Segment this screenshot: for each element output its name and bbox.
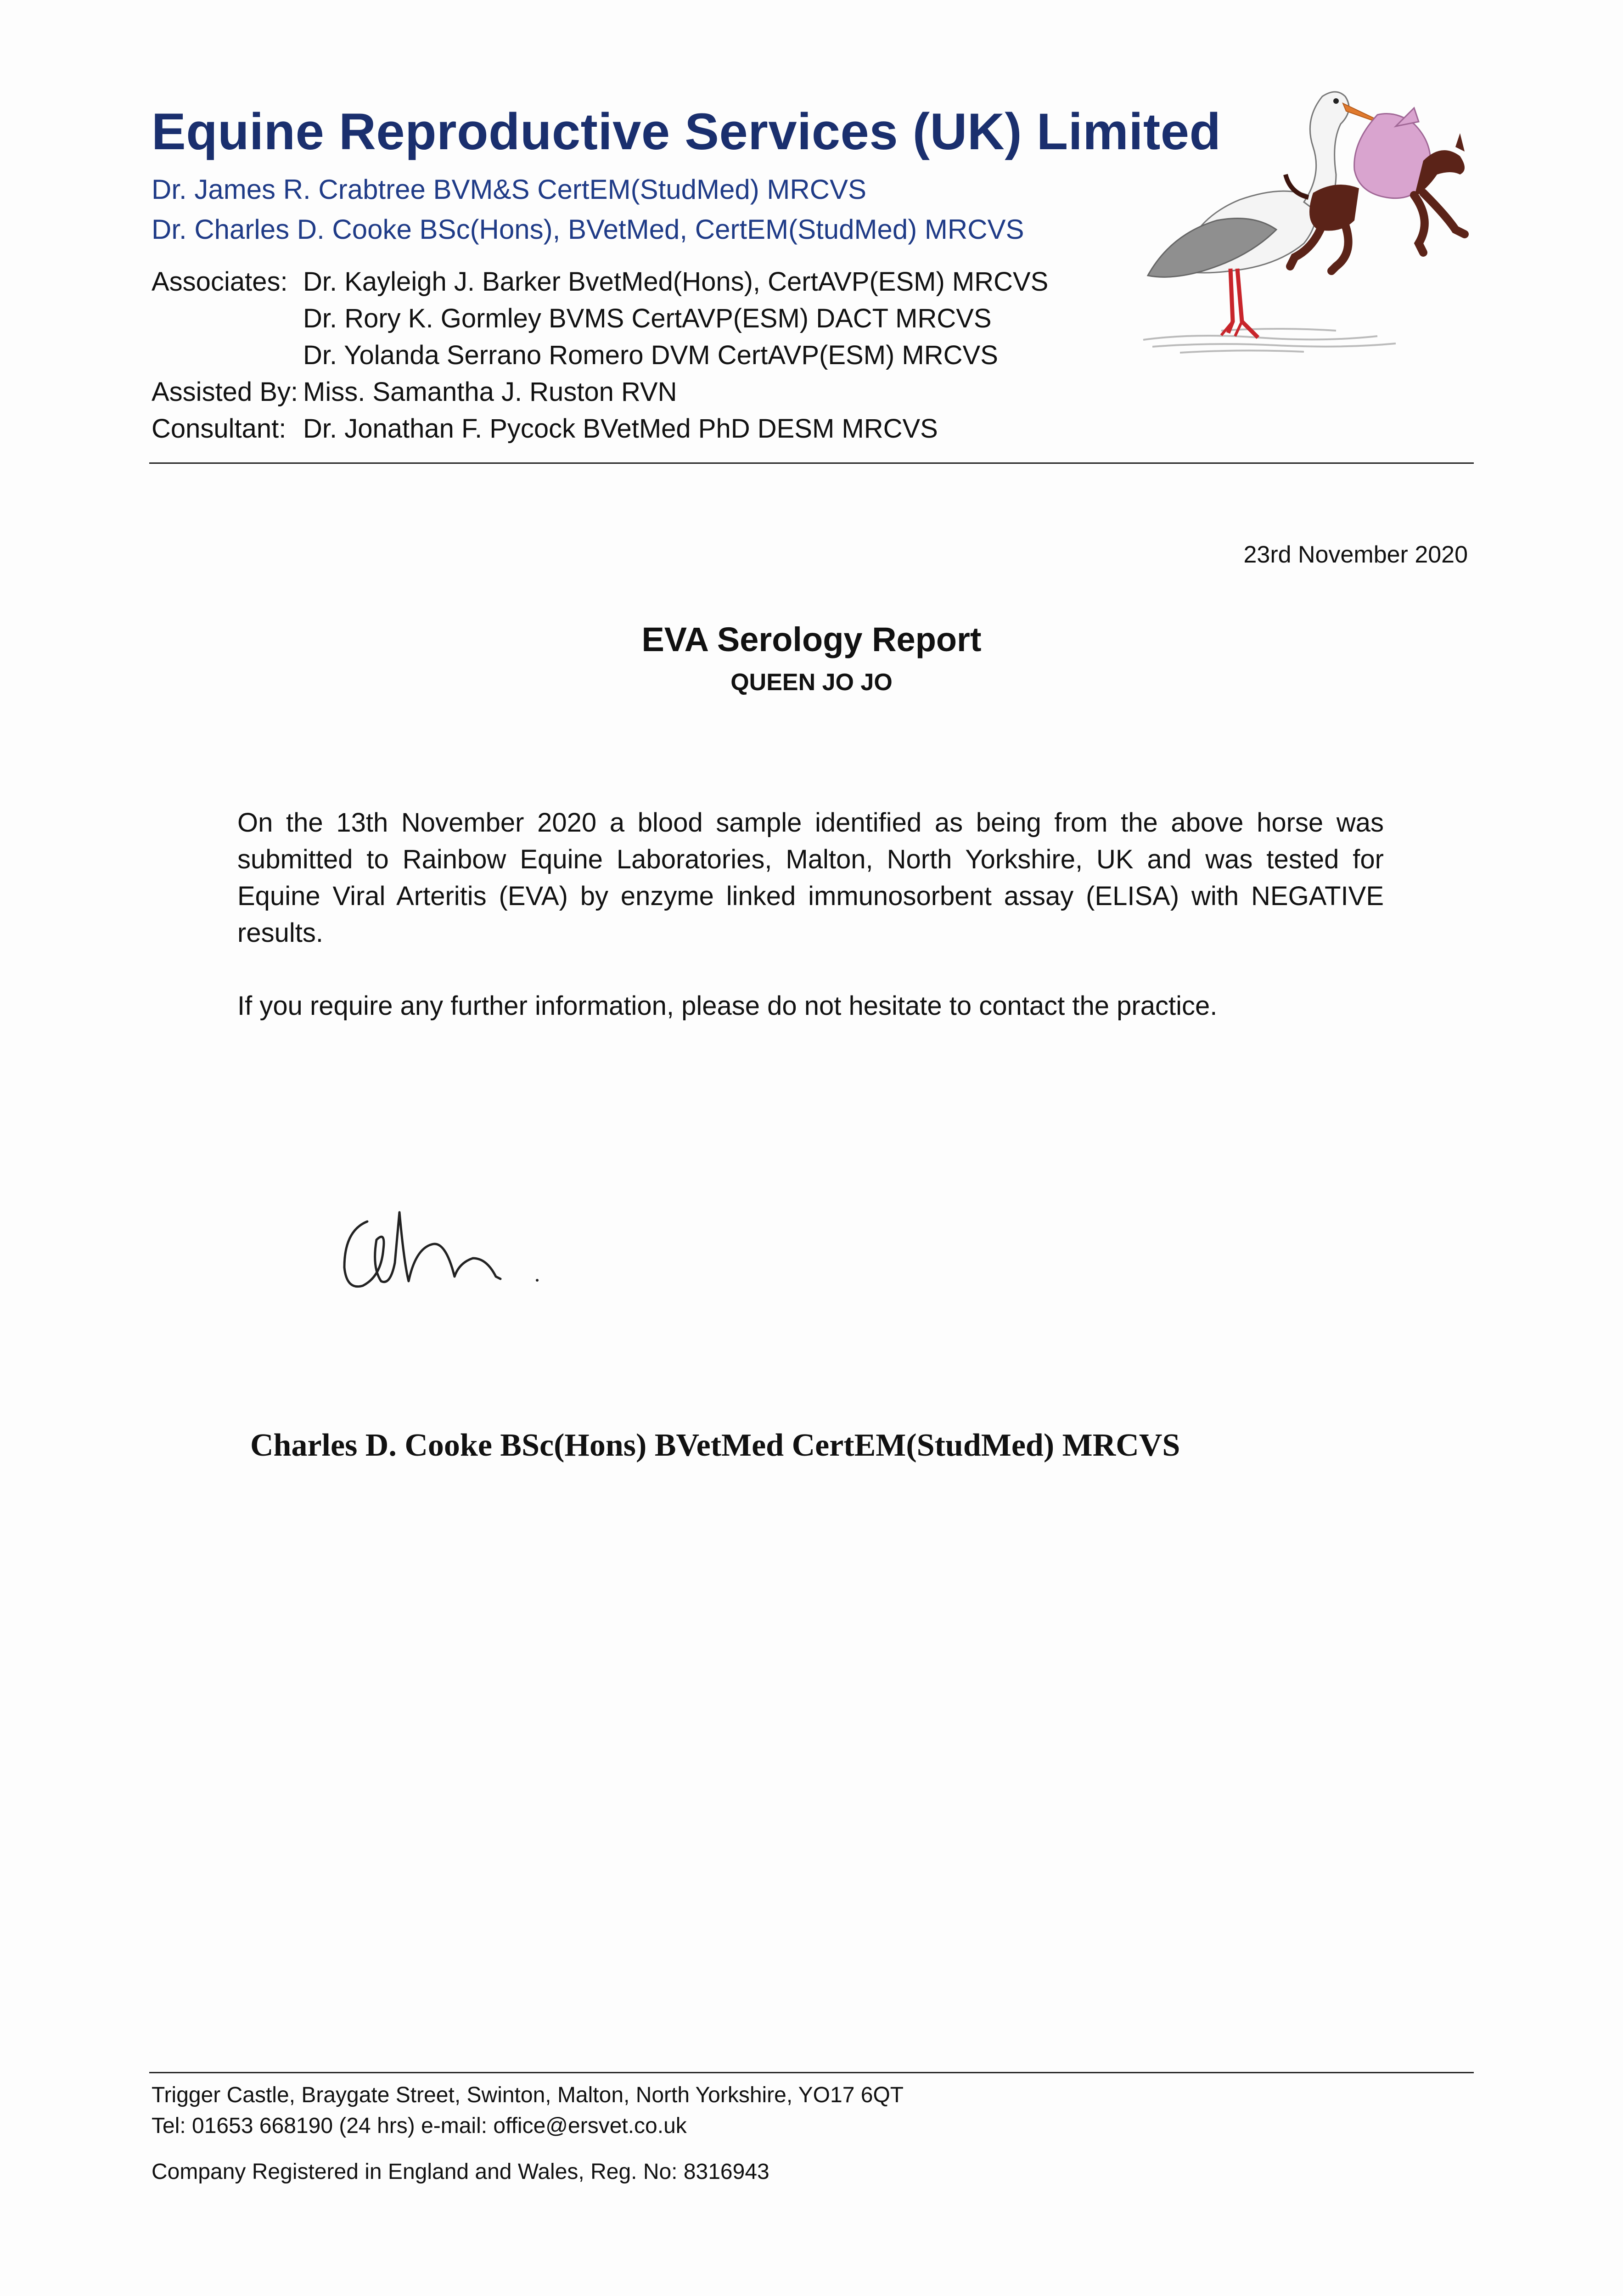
footer-address: Trigger Castle, Braygate Street, Swinton, Malton, North Yorkshire, YO17 6QT: [152, 2083, 904, 2107]
horse-name: QUEEN JO JO: [730, 669, 893, 696]
footer-contact: Tel: 01653 668190 (24 hrs) e-mail: office@ersvet.co.uk: [152, 2114, 687, 2138]
consultant-name: Dr. Jonathan F. Pycock BVetMed PhD DESM MRCVS: [303, 414, 938, 444]
handwritten-signature-icon: [335, 1194, 546, 1304]
company-name: Equine Reproductive Services (UK) Limited: [152, 103, 1221, 160]
associate-1: Dr. Kayleigh J. Barker BvetMed(Hons), CertAVP(ESM) MRCVS: [303, 267, 1049, 297]
report-title: EVA Serology Report: [641, 620, 982, 658]
consultant-label: Consultant:: [152, 414, 286, 444]
assisted-by-name: Miss. Samantha J. Ruston RVN: [303, 377, 677, 407]
associate-2: Dr. Rory K. Gormley BVMS CertAVP(ESM) DACT MRCVS: [303, 304, 992, 333]
report-paragraph-1: On the 13th November 2020 a blood sample identified as being from the above horse was submitted to Rainbow Equine Laboratories, Malton, North Yorkshire, UK and was tested for Equine Viral Arteritis (EVA) by enzyme linked immunosorbent assay (ELISA) with NEGATIVE results.: [237, 808, 1384, 948]
footer-registration: Company Registered in England and Wales, Reg. No: 8316943: [152, 2160, 769, 2184]
partner-2: Dr. Charles D. Cooke BSc(Hons), BVetMed, CertEM(StudMed) MRCVS: [152, 214, 1024, 245]
footer-divider: [149, 2072, 1474, 2073]
assisted-by-label: Assisted By:: [152, 377, 298, 407]
report-date: 23rd November 2020: [1243, 541, 1468, 568]
report-paragraph-2: If you require any further information, please do not hesitate to contact the practice.: [237, 991, 1218, 1021]
stork-carrying-foal-icon: [1139, 83, 1478, 358]
signatory-name: Charles D. Cooke BSc(Hons) BVetMed CertEM(StudMed) MRCVS: [250, 1428, 1180, 1463]
header-divider: [149, 462, 1474, 464]
partner-1: Dr. James R. Crabtree BVM&S CertEM(StudMed) MRCVS: [152, 174, 867, 205]
associate-3: Dr. Yolanda Serrano Romero DVM CertAVP(ESM) MRCVS: [303, 340, 998, 370]
associates-label: Associates:: [152, 267, 288, 297]
